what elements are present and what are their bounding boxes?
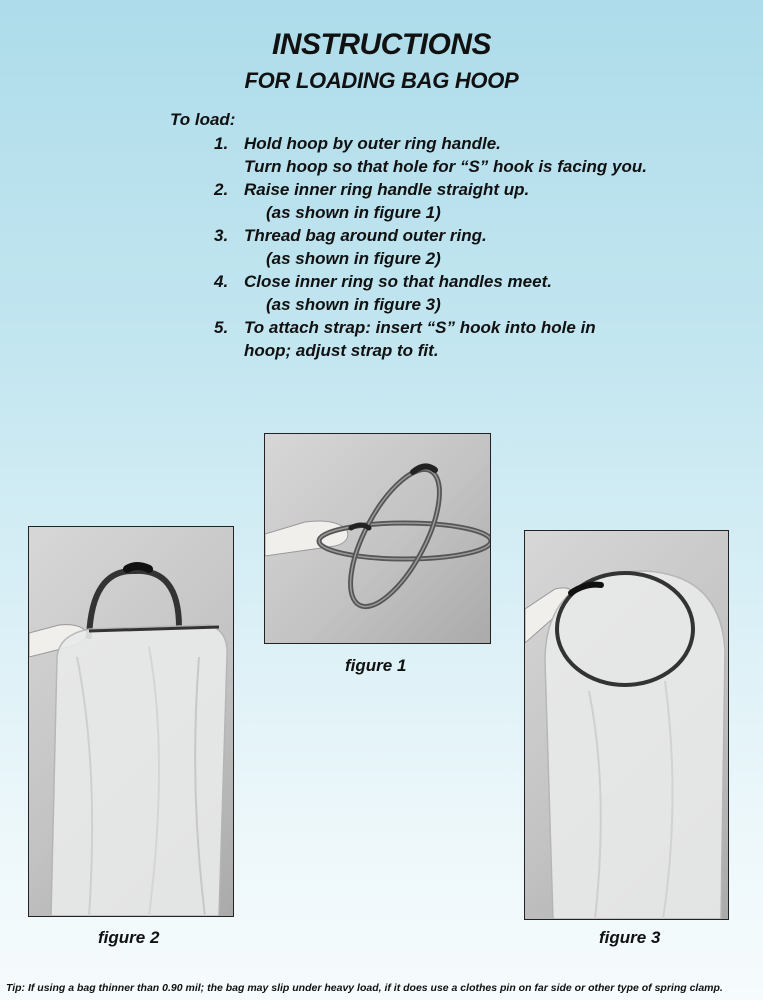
- figure-3-photo: [524, 530, 729, 920]
- step-number: 1.: [214, 134, 229, 153]
- step-note: (as shown in figure 3): [266, 295, 441, 314]
- step-4: [214, 270, 734, 316]
- step-number: 2.: [214, 180, 229, 199]
- bag-threaded-illustration: [29, 527, 233, 916]
- step-note: (as shown in figure 2): [266, 249, 441, 268]
- step-2: [214, 178, 734, 224]
- step-3: [214, 224, 734, 270]
- instruction-steps: [214, 132, 734, 362]
- page-subtitle: FOR LOADING BAG HOOP: [244, 68, 519, 93]
- bag-mounted-illustration: [525, 531, 728, 919]
- tip-footnote: Tip: If using a bag thinner than 0.90 mil; the bag may slip under heavy load, if it does use a clothes pin on far side or other type of spring clamp.: [6, 982, 723, 994]
- step-number: 4.: [214, 272, 229, 291]
- step-text: hoop; adjust strap to fit.: [244, 341, 439, 360]
- hoop-raised-illustration: [265, 434, 490, 643]
- step-text: Raise inner ring handle straight up.: [244, 180, 530, 199]
- step-note: (as shown in figure 1): [266, 203, 441, 222]
- figure-2-caption: figure 2: [98, 928, 160, 947]
- figure-2-photo: [28, 526, 234, 917]
- step-1: [214, 132, 734, 178]
- step-text: Hold hoop by outer ring handle.: [244, 134, 501, 153]
- step-text: Thread bag around outer ring.: [244, 226, 487, 245]
- step-5: [214, 316, 734, 362]
- step-text: Close inner ring so that handles meet.: [244, 272, 552, 291]
- figure-1-photo: [264, 433, 491, 644]
- page-title: INSTRUCTIONS: [272, 28, 491, 61]
- figure-1-caption: figure 1: [345, 656, 407, 675]
- step-number: 3.: [214, 226, 229, 245]
- instructions-intro: To load:: [170, 110, 236, 129]
- step-text: Turn hoop so that hole for “S” hook is facing you.: [244, 157, 647, 176]
- figure-3-caption: figure 3: [599, 928, 661, 947]
- step-text: To attach strap: insert “S” hook into hole in: [244, 318, 596, 337]
- step-number: 5.: [214, 318, 229, 337]
